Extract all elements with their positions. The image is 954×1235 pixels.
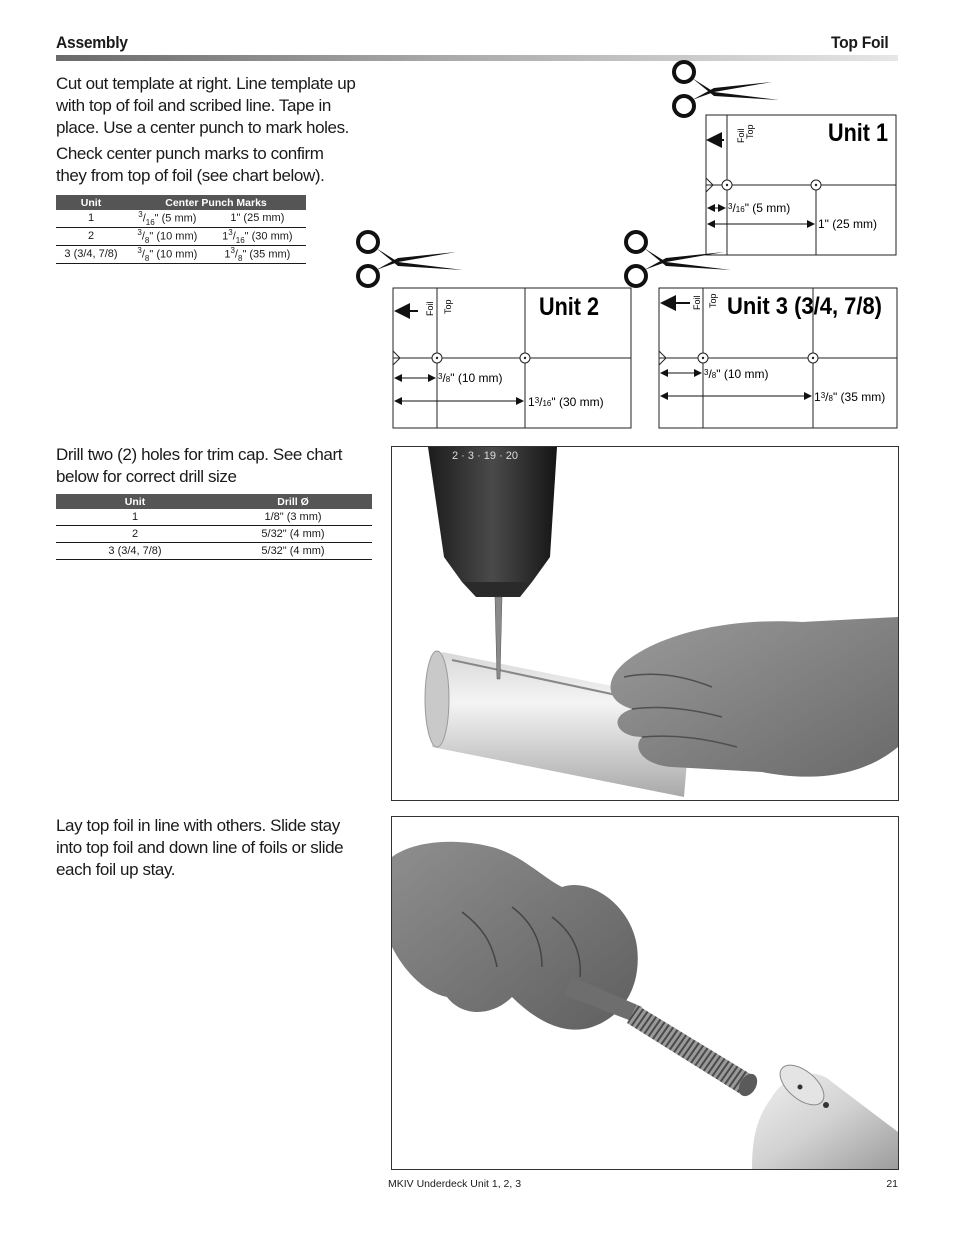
- svg-text:3/8" (10 mm): $^3$/8" (10 mm): [704, 367, 769, 381]
- unit3-foil-label: Foil: [692, 295, 702, 310]
- unit2-template: [358, 232, 631, 428]
- svg-text:13/8" (35 mm): $1^3/8$" (35 mm): [814, 390, 886, 404]
- svg-text:3/8" (10 mm): $^3$/8" (10 mm): [438, 371, 503, 385]
- stay-illustration: [392, 817, 898, 1169]
- table-row: 2 5/32" (4 mm): [56, 526, 372, 543]
- unit3-top-label: Top: [708, 293, 718, 308]
- unit1-b-dim: 1" (25 mm): [818, 217, 877, 231]
- drill-table-header-unit: Unit: [56, 494, 214, 509]
- unit3-template: [626, 232, 897, 428]
- drill-table-header-size: Drill Ø: [214, 494, 372, 509]
- unit1-template: [674, 62, 896, 255]
- drill-paragraph: Drill two (2) holes for trim cap. See chart below for correct drill size: [56, 445, 343, 486]
- table-row: 3 (3/4, 7/8) 5/32" (4 mm): [56, 543, 372, 560]
- table-row: 2 $^3/_8$" (10 mm) $1^3/_{16}$" (30 mm): [56, 227, 306, 245]
- lay-paragraph: Lay top foil in line with others. Slide stay into top foil and down line of foils or slide each foil up stay.: [56, 816, 344, 879]
- drill-bit-markings: 2 · 3 · 19 · 20: [452, 450, 519, 462]
- unit2-top-label: Top: [443, 299, 453, 314]
- cutout-templates-diagram: [0, 0, 954, 440]
- svg-text:3/16" (5 mm): $^3$/16" (5 mm): [728, 201, 791, 215]
- stay-insertion-photo: [391, 816, 899, 1170]
- unit3-title: Unit 3 (3/4, 7/8): [727, 293, 882, 320]
- punch-table-header-marks: Center Punch Marks: [126, 195, 306, 210]
- drilling-illustration: [392, 447, 898, 800]
- unit1-foil-label: Foil: [736, 128, 746, 143]
- intro-paragraph-1: Cut out template at right. Line template up with top of foil and scribed line. Tape in place. Use a center punch to mark holes.: [56, 74, 356, 137]
- unit1-title: Unit 1: [828, 119, 889, 147]
- svg-text:13/16" (30 mm): $1^3/16$" (30 mm): [528, 395, 604, 409]
- table-row: 1 1/8" (3 mm): [56, 509, 372, 526]
- section-title: Assembly: [56, 33, 128, 52]
- drilling-photo: [391, 446, 899, 801]
- footer-doc-title: MKIV Underdeck Unit 1, 2, 3: [388, 1178, 522, 1190]
- page-number: 21: [886, 1178, 898, 1190]
- intro-paragraph-2: Check center punch marks to confirm they from top of foil (see chart below).: [56, 144, 325, 185]
- unit2-foil-label: Foil: [425, 301, 435, 316]
- unit2-title: Unit 2: [539, 293, 599, 321]
- table-row: 3 (3/4, 7/8) $^3/_8$" (10 mm) $1^3/_8$" (35 mm): [56, 245, 306, 263]
- punch-table-header-unit: Unit: [56, 195, 126, 210]
- unit1-top-label: Top: [745, 124, 755, 139]
- table-row: 1 $^3/_{16}$" (5 mm) 1" (25 mm): [56, 210, 306, 227]
- drill-table: [56, 494, 372, 560]
- subsection-title: Top Foil: [830, 33, 888, 52]
